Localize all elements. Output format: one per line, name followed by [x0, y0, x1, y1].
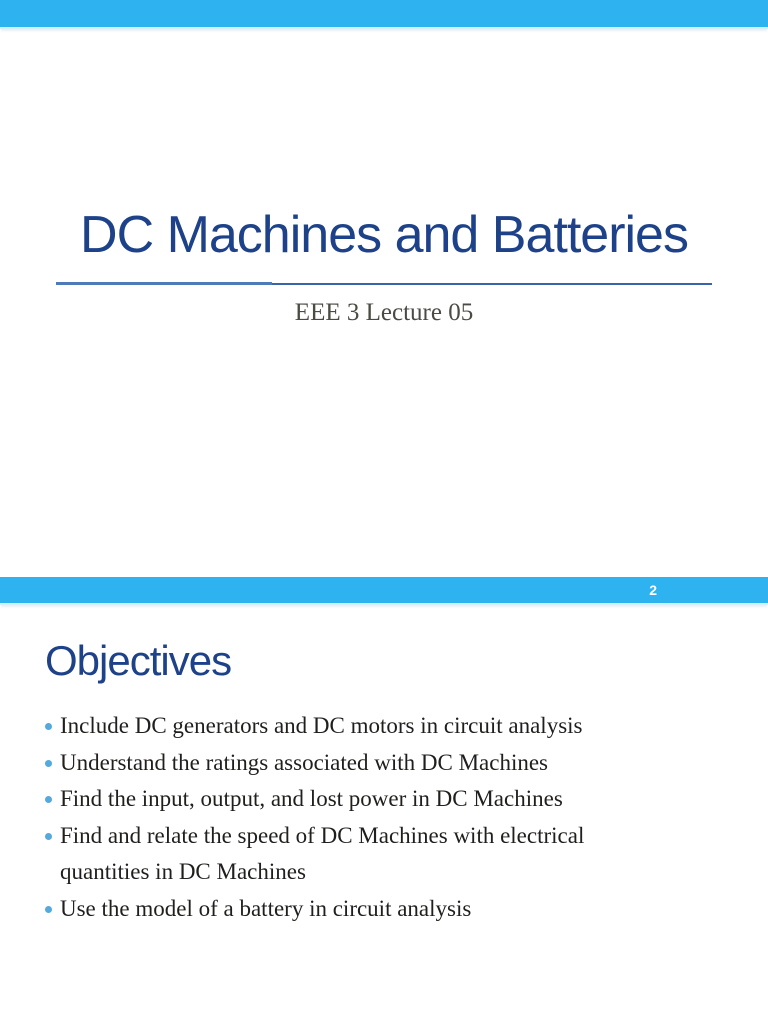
list-item — [44, 781, 720, 818]
page-number-badge: 2 — [649, 582, 657, 598]
slide-header-bar — [0, 0, 768, 29]
list-item — [44, 818, 720, 891]
bullet-text: Use the model of a battery in circuit analysis — [60, 895, 472, 921]
bullet-text: Understand the ratings associated with DC Machines — [60, 749, 548, 775]
deck-subtitle: EEE 3 Lecture 05 — [294, 299, 474, 326]
list-item — [44, 745, 720, 782]
objectives-slide — [0, 577, 768, 1024]
deck-title: DC Machines and Batteries — [80, 206, 688, 264]
bullet-text: Find the input, output, and lost power in DC Machines — [60, 786, 563, 811]
list-item — [44, 891, 720, 928]
objectives-list — [44, 708, 720, 927]
bullet-text-wrapped: quantities in DC Machines — [60, 859, 306, 884]
bullet-text: Include DC generators and DC motors in circuit analysis — [60, 713, 583, 738]
list-item — [44, 708, 720, 745]
slide-heading: Objectives — [45, 637, 232, 684]
title-underline — [56, 283, 712, 285]
slide-header-bar — [0, 577, 768, 605]
bullet-text: Find and relate the speed of DC Machines with electrical — [60, 822, 585, 848]
